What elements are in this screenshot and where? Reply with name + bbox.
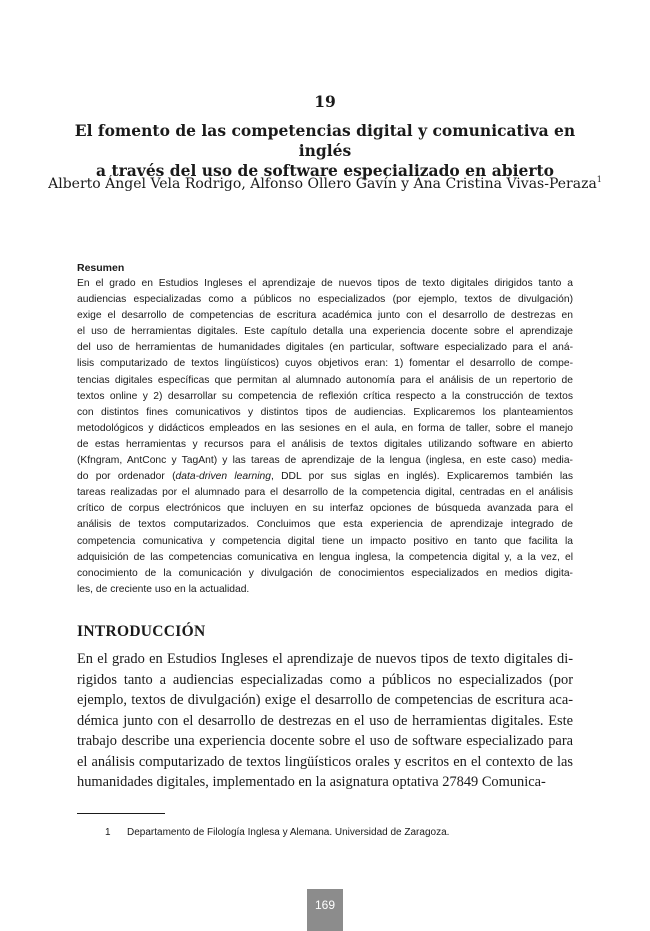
introduction-line: En el grado en Estudios Ingleses el aprendizaje de nuevos tipos de texto digitales di- [77, 651, 573, 667]
abstract-line: do por ordenador (data-driven learning, DDL por sus siglas en inglés). Explicaremos también las [77, 471, 573, 483]
abstract-line: metodológicos y didácticos empleados en las sesiones en el aula, en forma de taller, sobre el manejo [77, 422, 573, 434]
footnote-number: 1 [105, 827, 111, 838]
page-number: 169 [307, 889, 343, 931]
authors-names: Alberto Ángel Vela Rodrigo, Alfonso Ollero Gavín y Ana Cristina Vivas-Peraza [48, 176, 597, 192]
abstract-line: adquisición de las competencias comunicativa en lengua inglesa, la competencia digital y, a la vez, el [77, 551, 573, 563]
abstract-line: de estas herramientas y recursos para el análisis de textos digitales utilizando software en abierto [77, 438, 573, 450]
chapter-number: 19 [314, 92, 336, 111]
chapter-title-line: a través del uso de software especializado en abierto [96, 161, 554, 180]
abstract-line: En el grado en Estudios Ingleses el aprendizaje de nuevos tipos de texto digitales dirigidos tanto a [77, 278, 573, 289]
abstract-line: tencias digitales específicas que permitan al alumnado autonomía para el análisis de un repertorio de [77, 374, 573, 386]
introduction-line: el análisis computarizado de textos lingüísticos orales y escritos en el contexto de las [77, 753, 573, 770]
introduction-line: trabajo describe una experiencia docente sobre el uso de software especializado para [77, 733, 573, 749]
authors-footnote-mark: 1 [596, 175, 602, 184]
footnote-text: Departamento de Filología Inglesa y Alemana. Universidad de Zaragoza. [127, 827, 450, 838]
italic-term: data-driven learning [175, 471, 271, 483]
section-heading: INTRODUCCIÓN [77, 623, 206, 640]
abstract-line: análisis de textos computarizados. Concluimos que esta experiencia de aprendizaje integrado de [77, 519, 573, 531]
abstract-paragraph [77, 276, 573, 598]
authors [40, 171, 610, 193]
abstract-line: lisis computarizado de textos lingüísticos) cuyos objetivos eran: 1) fomentar el desarrollo de compe- [77, 358, 573, 370]
abstract-line: tareas realizadas por el alumnado para el desarrollo de la competencia digital, centradas en el análisis [77, 487, 573, 499]
abstract-line: conocimiento de la comunicación y divulgación de conocimientos especializados en medios digita- [77, 567, 573, 579]
abstract-line: exige el desarrollo de competencias de escritura académica junto con el desarrollo de destrezas en [77, 310, 573, 322]
abstract-line: con distintos fines comunicativos y distintos tipos de audiencias. Explicaremos los planteamientos [77, 406, 573, 418]
introduction-line: rigidos tanto a audiencias especializadas como a públicos no especializados (por [77, 671, 573, 688]
introduction-line: humanidades digitales, implementado en la asignatura optativa 27849 Comunica- [77, 774, 546, 790]
abstract-line: audiencias especializadas como a públicos no especializados (por ejemplo, textos de divulgación) [77, 294, 573, 306]
chapter-title-line: El fomento de las competencias digital y comunicativa en inglés [74, 121, 576, 160]
introduction-line: ejemplo, textos de divulgación) exige el desarrollo de competencias de escritura aca- [77, 692, 573, 708]
abstract-line: crítico de corpus electrónicos que incluyen en su interfaz opciones de búsqueda avanzada para el [77, 503, 573, 515]
abstract-line: textos online y 2) desarrollar su competencia de reflexión crítica respecto a la construcción de textos [77, 390, 573, 402]
abstract-line: competencia comunicativa y competencia digital tiene un impacto positivo en tanto que facilita la [77, 535, 573, 547]
abstract-heading: Resumen [77, 262, 125, 274]
introduction-line: démica junto con el desarrollo de destrezas en el uso de herramientas digitales. Este [77, 712, 573, 729]
introduction-paragraph [77, 649, 573, 793]
footnote-divider [77, 813, 165, 814]
footnote [105, 827, 449, 838]
abstract-line: el uso de herramientas digitales. Este capítulo detalla una experiencia docente sobre el aprendizaje [77, 326, 573, 338]
abstract-line: (Kfngram, AntConc y TagAnt) y las tareas de aprendizaje de la lengua (inglesa, en este caso) media- [77, 455, 573, 467]
abstract-line: les, de creciente uso en la actualidad. [77, 583, 250, 595]
abstract-line: del uso de herramientas de humanidades digitales (en particular, software especializado para el aná- [77, 342, 573, 354]
